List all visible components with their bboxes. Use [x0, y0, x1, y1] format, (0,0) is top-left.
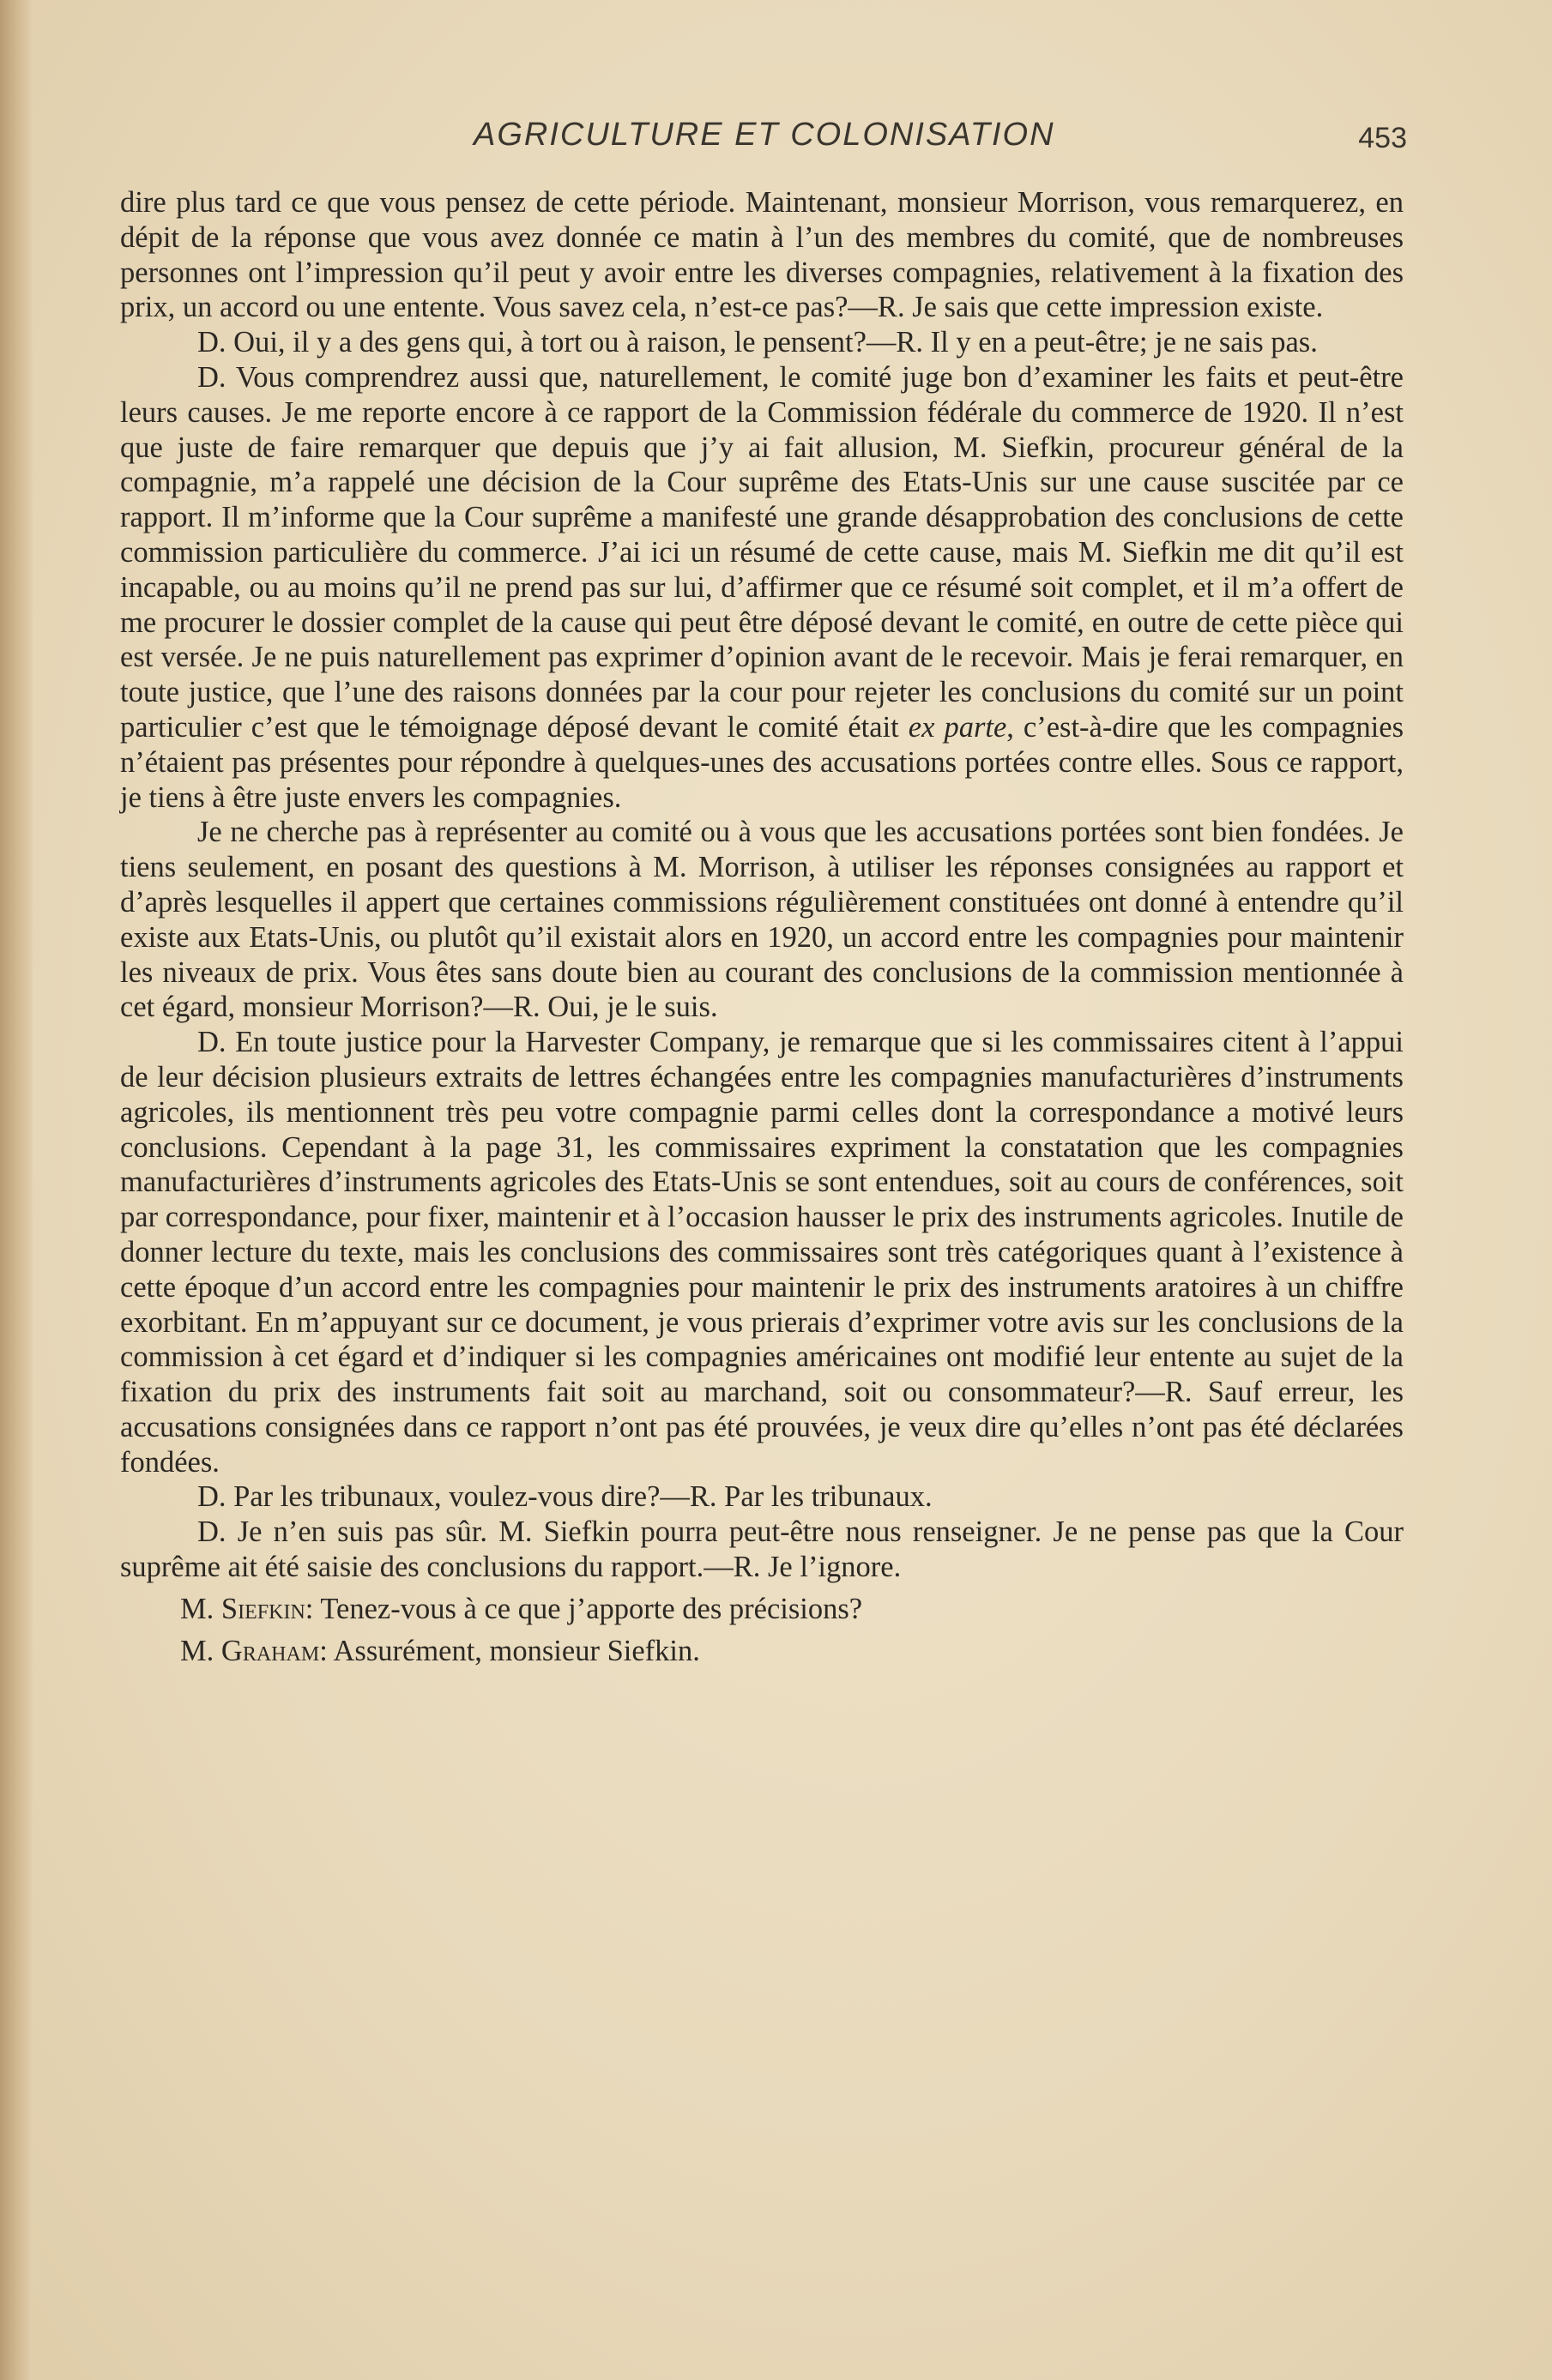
dialogue-line-2: [120, 1634, 1404, 1669]
paragraph-2: D. Oui, il y a des gens qui, à tort ou à raison, le pensent?—R. Il y en a peut-être; je ne sais pas.: [197, 326, 1318, 359]
dialogue-line-1: [120, 1592, 1404, 1627]
body-text: [120, 185, 1404, 1668]
paragraph-1: dire plus tard ce que vous pensez de cette période. Maintenant, monsieur Morrison, vous remarquerez, en dépit de la réponse que vous avez donnée ce matin à l’un des membres du comité, que de nombreuses personnes ont l’impression qu’il peut y avoir entre les diverses compagnies, relativement à la fixation des prix, un accord ou une entente. Vous savez cela, n’est-ce pas?—R. Je sais que cette impression existe.: [120, 186, 1404, 324]
paragraph-4: Je ne cherche pas à représenter au comité ou à vous que les accusations portées sont bien fondées. Je tiens seulement, en posant des questions à M. Morrison, à utiliser les réponses consignées au rapport et d’après lesquelles il appert que certaines commissions régulièrement constituées ont donné à entendre qu’il existe aux Etats-Unis, ou plutôt qu’il existait alors en 1920, un accord entre les compagnies pour maintenir les niveaux de prix. Vous êtes sans doute bien au courant des conclusions de la commission mentionnée à cet égard, monsieur Morrison?—R. Oui, je le suis.: [120, 816, 1404, 1024]
page-number: 453: [1358, 122, 1407, 154]
running-head: AGRICULTURE ET COLONISATION: [474, 117, 1055, 153]
paragraph-7: D. Je n’en suis pas sûr. M. Siefkin pourra peut-être nous renseigner. Je ne pense pas que la Cour suprême ait été saisie des conclusions du rapport.—R. Je l’ignore.: [120, 1515, 1404, 1584]
page-header: [120, 117, 1407, 158]
spacer: [120, 1585, 1404, 1592]
paragraph-5: D. En toute justice pour la Harvester Company, je remarque que si les commissaires citent à l’appui de leur décision plusieurs extraits de lettres échangées entre les compagnies manufacturières d’instruments agricoles, ils mentionnent très peu votre compagnie parmi celles dont la correspondance a motivé leurs conclusions. Cependant à la page 31, les commissaires expriment la constatation que les compagnies manufacturières d’instruments agricoles des Etats-Unis se sont entendues, soit au cours de conférences, soit par correspondance, pour fixer, maintenir et à l’occasion hausser le prix des instruments agricoles. Inutile de donner lecture du texte, mais les conclusions des commissaires sont très catégoriques quant à l’existence à cette époque d’un accord entre les compagnies pour maintenir le prix des instruments aratoires à un chiffre exorbitant. En m’appuyant sur ce document, je vous prierais d’exprimer votre avis sur les conclusions de la commission à cet égard et d’indiquer si les compagnies américaines ont modifié leur entente au sujet de la fixation du prix des instruments fait soit au marchand, soit ou consommateur?—R. Sauf erreur, les accusations consignées dans ce rapport n’ont pas été prouvées, je veux dire qu’elles n’ont pas été déclarées fondées.: [120, 1026, 1404, 1479]
paragraph-3-text: D. Vous comprendrez aussi que, naturellement, le comité juge bon d’examiner les faits et peut-être leurs causes. Je me reporte encore à ce rapport de la Commission fédérale du commerce de 1920. Il n’est que juste de faire remarquer que depuis que j’y ai fait allusion, M. Siefkin, procureur général de la compagnie, m’a rappelé une décision de la Cour suprême des Etats-Unis sur une cause suscitée par ce rapport. Il m’informe que la Cour suprême a manifesté une grande désapprobation des conclusions de cette commission particulière du commerce. J’ai ici un résumé de cette cause, mais M. Siefkin me dit qu’il est incapable, ou au moins qu’il ne prend pas sur lui, d’affirmer que ce résumé soit complet, et il m’a offert de me procurer le dossier complet de la cause qui peut être déposé devant le comité, en outre de cette pièce qui est versée. Je ne puis naturellement pas exprimer d’opinion avant de le recevoir. Mais je ferai remarquer, en toute justice, que l’une des raisons données par la cour pour rejeter les conclusions du comité sur un point particulier c’est que le témoignage déposé devant le comité était: [120, 360, 1404, 744]
ex-parte-italic: ex parte: [908, 710, 1007, 744]
speaker-name: M. Graham: [180, 1634, 320, 1667]
dialogue-text: : Tenez-vous à ce que j’apporte des précisions?: [305, 1592, 863, 1625]
speaker-name: M. Siefkin: [180, 1592, 305, 1625]
page-spine-shadow: [0, 0, 33, 2380]
paragraph-6: D. Par les tribunaux, voulez-vous dire?—R. Par les tribunaux.: [197, 1480, 933, 1514]
paragraph-3-continuation: , c’est-à-dire que les compagnies n’étaient pas présentes pour répondre à quelques-unes des accusations portées contre elles. Sous ce rapport, je tiens à être juste envers les compagnies.: [120, 710, 1404, 814]
paragraph-3: [120, 360, 1404, 815]
dialogue-text: : Assurément, monsieur Siefkin.: [319, 1634, 700, 1667]
spacer: [120, 1627, 1404, 1634]
